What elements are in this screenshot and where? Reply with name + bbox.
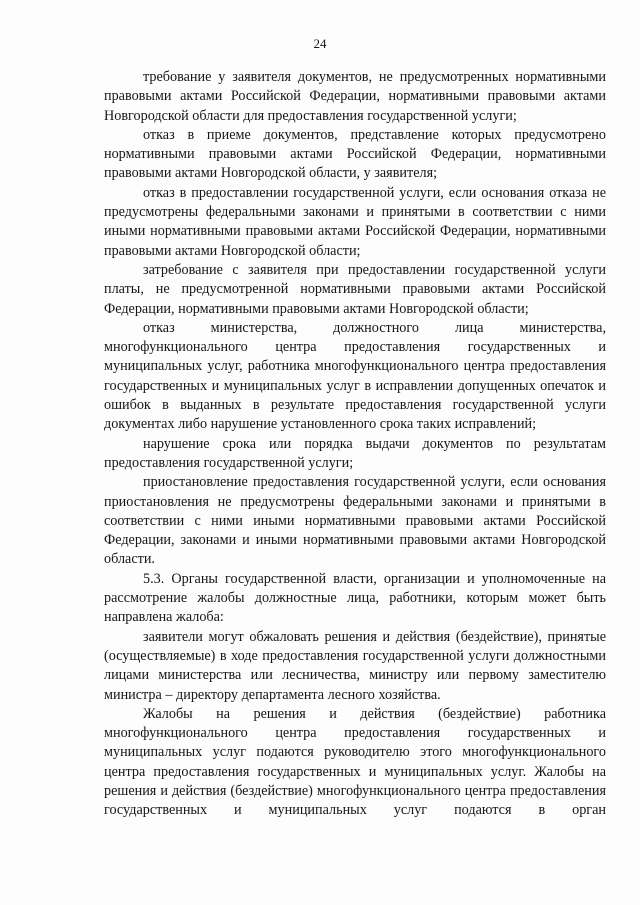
paragraph-demand-documents: требование у заявителя документов, не предусмотренных нормативными правовыми актами Российской Федерации, нормативными правовыми актами Новгородской области для предоставления государственной услуги; <box>104 69 606 124</box>
paragraph-appeal-officials: заявители могут обжаловать решения и действия (бездействие), принятые (осуществляемые) в ходе предоставления государственной услуги должностными лицами министерства или лесничества, министру или первому заместителю министра – директору департамента лесного хозяйства. <box>104 628 606 703</box>
paragraph-demand-payment: затребование с заявителя при предоставлении государственной услуги платы, не предусмотренной нормативными правовыми актами Российской Федерации, нормативными правовыми актами Новгородской области; <box>104 261 606 317</box>
paragraph-appeal-mfc: Жалобы на решения и действия (бездействие) работника многофункционального центра предоставления государственных и муниципальных услуг подаются руководителю этого многофункционального центра предоставления государственных и муниципальных услуг. Жалобы на решения и действия (бездействие) многофункционального центра предоставления государственных и муниципальных услуг подаются в орган <box>104 705 606 819</box>
page-number: 24 <box>313 36 327 51</box>
paragraph-refusal-correction: отказ министерства, должностного лица министерства, многофункционального центра предоставления государственных и муниципальных услуг, работника многофункционального центра предоставления государственных и муниципальных услуг в исправлении допущенных опечаток и ошибок в выданных в результате предоставления государственной услуги документах либо нарушение установленного срока таких исправлений; <box>104 319 606 433</box>
paragraph-refusal-service: отказ в предоставлении государственной услуги, если основания отказа не предусмотрены федеральными законами и принятыми в соответствии с ними иными нормативными правовыми актами Российской Федерации, нормативными правовыми актами Новгородской области; <box>104 184 606 259</box>
paragraph-deadline-violation: нарушение срока или порядка выдачи документов по результатам предоставления государственной услуги; <box>104 435 606 471</box>
paragraph-section-5-3: 5.3. Органы государственной власти, организации и уполномоченные на рассмотрение жалобы должностные лица, работники, которым может быть направлена жалоба: <box>104 570 606 626</box>
paragraph-suspension: приостановление предоставления государственной услуги, если основания приостановления не предусмотрены федеральными законами и принятыми в соответствии с ними иными нормативными правовыми актами Российской Федерации, законами и иными нормативными правовыми актами Новгородской области. <box>104 474 606 568</box>
paragraph-refusal-acceptance: отказ в приеме документов, представление которых предусмотрено нормативными правовыми актами Российской Федерации, нормативными правовыми актами Новгородской области, у заявителя; <box>104 126 606 182</box>
document-body <box>104 68 606 821</box>
